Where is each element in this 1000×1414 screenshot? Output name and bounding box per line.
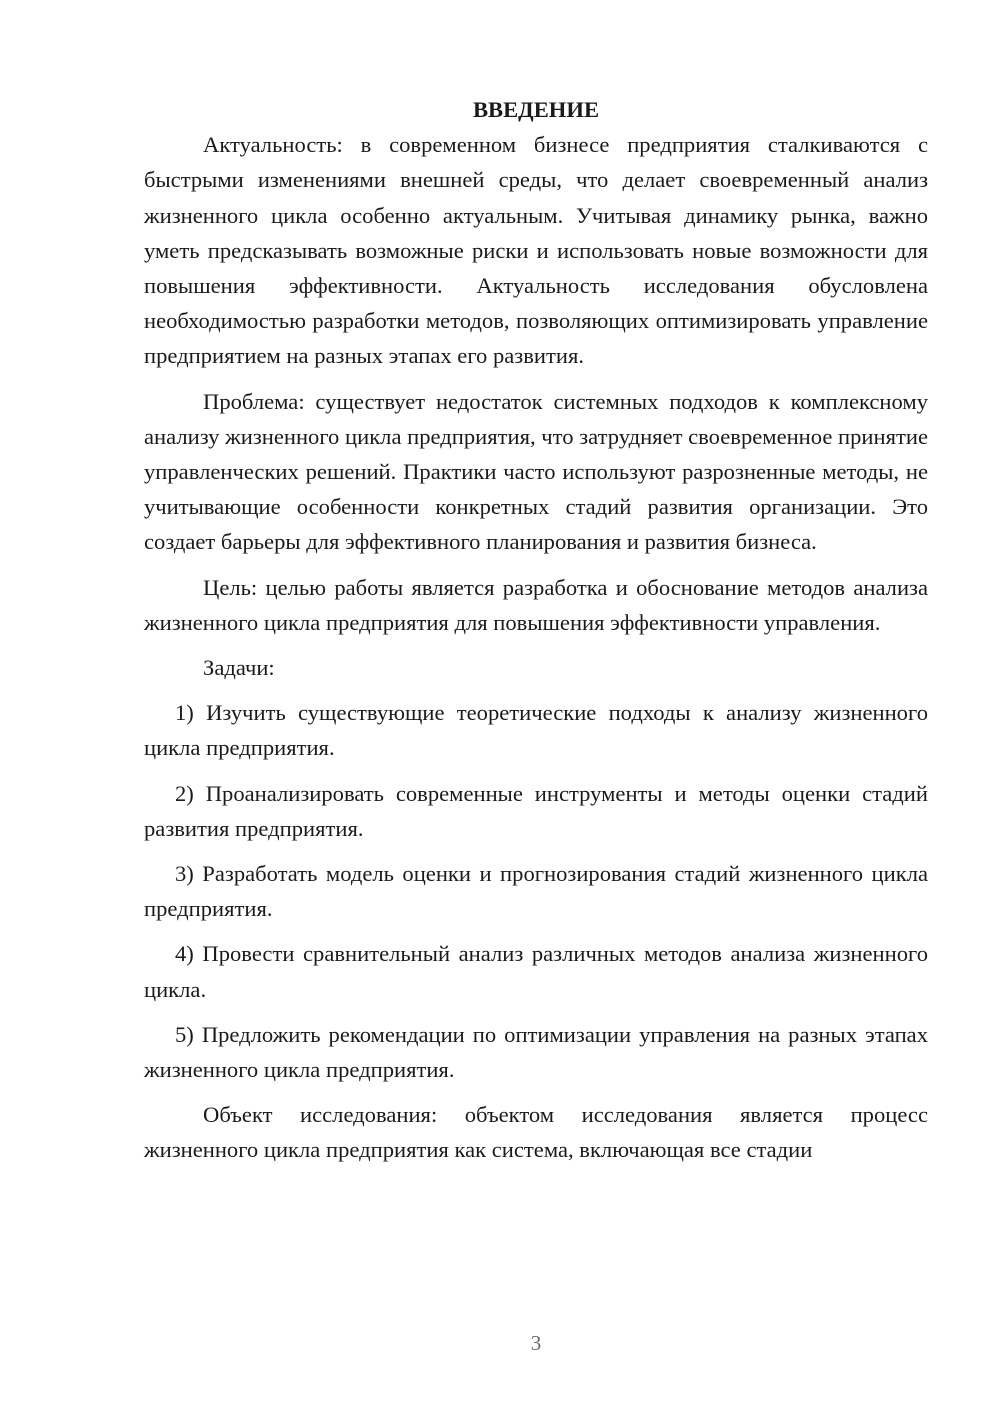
section-heading: ВВЕДЕНИЕ <box>472 97 600 122</box>
task-item-1: 1) Изучить существующие теоретические подходы к анализу жизненного цикла предприятия. <box>144 700 928 761</box>
task-item-4: 4) Провести сравнительный анализ различных методов анализа жизненного цикла. <box>144 941 928 1002</box>
task-item-2: 2) Проанализировать современные инструменты и методы оценки стадий развития предприятия. <box>144 780 928 841</box>
page-number: 3 <box>530 1331 542 1355</box>
paragraph-problem: Проблема: существует недостаток системных подходов к комплексному анализу жизненного цикла предприятия, что затрудняет своевременное принятие управленческих решений. Практики часто используют разрозненные методы, не учитывающие особенности конкретных стадий развития организации. Это создает барьеры для эффективного планирования и развития бизнеса. <box>144 388 928 555</box>
task-item-3: 3) Разработать модель оценки и прогнозирования стадий жизненного цикла предприятия. <box>144 861 928 922</box>
paragraph-relevance: Актуальность: в современном бизнесе предприятия сталкиваются с быстрыми изменениями внешней среды, что делает своевременный анализ жизненного цикла особенно актуальным. Учитывая динамику рынка, важно уметь предсказывать возможные риски и использовать новые возможности для повышения эффективности. Актуальность исследования обусловлена необходимостью разработки методов, позволяющих оптимизировать управление предприятием на разных этапах его развития. <box>144 132 928 369</box>
page-content <box>144 92 928 1178</box>
task-item-5: 5) Предложить рекомендации по оптимизации управления на разных этапах жизненного цикла предприятия. <box>144 1021 928 1083</box>
tasks-title: Задачи: <box>203 655 275 681</box>
paragraph-object: Объект исследования: объектом исследования является процесс жизненного цикла предприятия как система, включающая все стадии <box>144 1102 928 1163</box>
paragraph-goal: Цель: целью работы является разработка и обоснование методов анализа жизненного цикла предприятия для повышения эффективности управления. <box>144 574 928 635</box>
